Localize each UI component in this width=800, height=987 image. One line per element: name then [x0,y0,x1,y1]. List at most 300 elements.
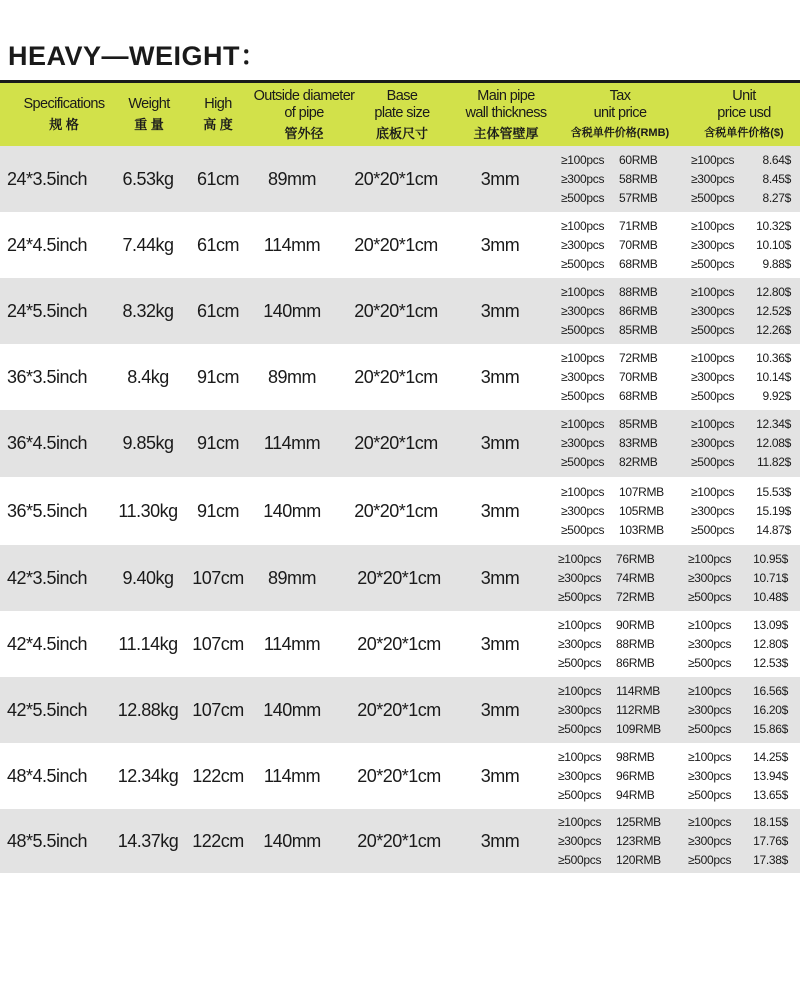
usd-price: 12.26$ [756,322,791,337]
price-tier [691,415,791,434]
quantity-tier: ≥300pcs [688,833,732,848]
rmb-price: 114RMB [616,683,660,698]
rmb-price: 105RMB [619,503,664,518]
usd-price-list [691,146,791,212]
usd-price-list [688,677,788,743]
header-en: Main pipe [477,87,535,104]
price-tier [561,483,671,502]
quantity-tier: ≥300pcs [561,237,605,252]
price-tier [691,434,791,453]
spec-cell: 42*4.5inch [7,633,88,654]
usd-price: 14.87$ [756,522,791,537]
spec-cell: 48*5.5inch [7,830,88,851]
quantity-tier: ≥500pcs [691,455,735,469]
price-tier [691,483,791,502]
quantity-tier: ≥100pcs [691,284,735,299]
header-en: Unit [732,87,756,104]
price-tier [691,283,791,302]
wall-thickness-cell: 3mm [480,300,520,321]
usd-price-list [688,809,788,873]
usd-price: 15.86$ [753,721,788,736]
header-en-2: unit price [593,104,647,121]
header-en: High [204,96,232,112]
usd-price: 18.15$ [753,814,788,829]
quantity-tier: ≥300pcs [691,237,735,252]
diameter-cell: 114mm [263,633,321,654]
usd-price: 17.76$ [753,833,788,848]
quantity-tier: ≥300pcs [558,702,602,717]
price-tier [558,813,668,832]
price-tier [691,502,791,521]
quantity-tier: ≥100pcs [561,350,605,365]
rmb-price: 109RMB [616,721,661,736]
quantity-tier: ≥500pcs [558,787,602,802]
rmb-price-list [561,344,671,410]
base-plate-cell: 20*20*1cm [354,168,438,189]
diameter-cell: 89mm [267,567,316,588]
usd-price-list [688,611,788,677]
price-tier [561,283,671,302]
quantity-tier: ≥500pcs [561,190,605,205]
quantity-tier: ≥100pcs [691,417,735,431]
base-plate-cell: 20*20*1cm [354,300,438,321]
rmb-price: 107RMB [619,484,664,499]
usd-price: 12.80$ [756,284,791,299]
price-tier [561,453,671,472]
base-plate-cell: 20*20*1cm [357,633,441,654]
price-tier [688,635,788,654]
quantity-tier: ≥100pcs [561,284,605,299]
price-tier [561,434,671,453]
usd-price: 8.45$ [762,171,791,186]
price-tier [691,302,791,321]
usd-price-list [688,743,788,809]
header-zh: 规 格 [49,117,79,132]
rmb-price-list [558,809,668,873]
usd-price: 9.88$ [762,256,791,271]
high-cell: 107cm [192,567,244,588]
rmb-price: 112RMB [616,702,660,717]
usd-price: 15.19$ [756,503,791,518]
diameter-cell: 89mm [267,366,316,387]
weight-cell: 12.34kg [117,765,179,786]
rmb-price: 88RMB [616,636,655,651]
usd-price: 14.25$ [753,749,788,764]
quantity-tier: ≥100pcs [688,617,732,632]
header-en: Outside diameter [253,87,355,104]
quantity-tier: ≥300pcs [691,171,735,186]
quantity-tier: ≥500pcs [688,655,732,670]
quantity-tier: ≥100pcs [691,152,735,167]
quantity-tier: ≥500pcs [691,388,735,403]
quantity-tier: ≥100pcs [688,551,732,566]
weight-cell: 11.14kg [118,633,178,654]
usd-price: 10.14$ [756,369,791,384]
rmb-price-list [561,146,671,212]
price-tier [691,189,791,208]
table-row [0,410,800,477]
quantity-tier: ≥500pcs [688,721,732,736]
rmb-price: 86RMB [619,303,658,318]
base-plate-cell: 20*20*1cm [357,567,441,588]
price-tier [561,502,671,521]
weight-cell: 7.44kg [122,234,174,255]
price-tier [561,368,671,387]
rmb-price-list [558,677,668,743]
quantity-tier: ≥100pcs [561,152,605,167]
rmb-price: 98RMB [616,749,655,764]
wall-thickness-cell: 3mm [480,567,520,588]
weight-cell: 9.85kg [122,433,174,453]
price-tier [688,767,788,786]
rmb-price: 60RMB [619,152,658,167]
usd-price: 10.10$ [756,237,791,252]
header-high [186,83,250,146]
header-en: Tax [609,87,631,104]
price-tier [688,851,788,870]
price-tier [688,550,788,569]
table-row [0,677,800,743]
table-row [0,146,800,212]
price-tier [558,616,668,635]
rmb-price: 71RMB [619,218,658,233]
price-tier [561,189,671,208]
rmb-price: 96RMB [616,768,655,783]
quantity-tier: ≥500pcs [558,589,602,604]
table-row [0,743,800,809]
header-en-2: plate size [374,104,430,121]
price-tier [688,813,788,832]
price-tier [558,654,668,673]
price-tier [561,349,671,368]
table-row [0,344,800,410]
quantity-tier: ≥500pcs [561,322,605,337]
header-specifications [0,83,128,146]
spec-cell: 36*3.5inch [7,366,88,387]
price-tier [691,151,791,170]
rmb-price: 90RMB [616,617,655,632]
quantity-tier: ≥500pcs [558,721,602,736]
table-row [0,477,800,545]
table-row [0,212,800,278]
price-tier [691,236,791,255]
header-tax-unit-price [560,83,680,146]
quantity-tier: ≥300pcs [561,369,605,384]
header-zh: 主体管壁厚 [473,125,539,141]
usd-price-list [688,545,788,611]
quantity-tier: ≥300pcs [561,171,605,186]
usd-price: 16.56$ [753,683,788,698]
quantity-tier: ≥500pcs [558,852,602,867]
rmb-price: 94RMB [616,787,655,802]
weight-cell: 11.30kg [118,500,178,521]
price-tier [558,588,668,607]
usd-price-list [691,212,791,278]
high-cell: 91cm [196,500,239,521]
quantity-tier: ≥100pcs [561,218,605,233]
quantity-tier: ≥500pcs [691,322,735,337]
usd-price-list [691,410,791,477]
diameter-cell: 114mm [263,433,321,453]
quantity-tier: ≥300pcs [691,503,735,518]
rmb-price: 86RMB [616,655,655,670]
base-plate-cell: 20*20*1cm [357,830,441,851]
rmb-price: 82RMB [619,455,658,469]
quantity-tier: ≥300pcs [558,570,602,585]
usd-price: 9.92$ [762,388,791,403]
rmb-price: 125RMB [616,814,661,829]
usd-price: 13.94$ [753,768,788,783]
usd-price-list [691,344,791,410]
quantity-tier: ≥100pcs [561,484,605,499]
table-row [0,809,800,873]
price-tier [688,701,788,720]
price-tier [688,682,788,701]
quantity-tier: ≥500pcs [688,852,732,867]
price-tier [691,217,791,236]
base-plate-cell: 20*20*1cm [357,765,441,786]
price-tier [561,170,671,189]
quantity-tier: ≥100pcs [691,350,735,365]
quantity-tier: ≥300pcs [561,503,605,518]
rmb-price: 103RMB [619,522,664,537]
quantity-tier: ≥100pcs [558,814,602,829]
price-tier [561,236,671,255]
base-plate-cell: 20*20*1cm [357,699,441,720]
header-en-2: of pipe [284,104,324,121]
price-tier [558,748,668,767]
spec-cell: 42*5.5inch [7,699,88,720]
table-header [0,83,800,146]
quantity-tier: ≥500pcs [691,522,735,537]
usd-price: 12.52$ [756,303,791,318]
price-tier [558,786,668,805]
header-wall-thickness [456,83,556,146]
header-zh: 含税单件价格($) [704,126,784,139]
wall-thickness-cell: 3mm [480,830,520,851]
price-tier [561,521,671,540]
usd-price: 12.80$ [753,636,788,651]
usd-price: 10.71$ [753,570,788,585]
diameter-cell: 140mm [263,300,321,321]
high-cell: 91cm [196,433,239,453]
rmb-price: 72RMB [616,589,655,604]
rmb-price: 72RMB [619,350,658,365]
high-cell: 122cm [192,765,244,786]
header-outside-diameter [250,83,358,146]
quantity-tier: ≥300pcs [688,570,732,585]
wall-thickness-cell: 3mm [480,500,520,521]
header-zh: 重 量 [134,117,164,132]
price-tier [691,349,791,368]
price-tier [561,302,671,321]
rmb-price: 88RMB [619,284,658,299]
price-tier [558,569,668,588]
price-tier [561,321,671,340]
quantity-tier: ≥500pcs [561,388,605,403]
quantity-tier: ≥100pcs [558,749,602,764]
price-tier [561,387,671,406]
price-tier [688,720,788,739]
base-plate-cell: 20*20*1cm [354,234,438,255]
usd-price: 16.20$ [753,702,788,717]
diameter-cell: 140mm [263,699,321,720]
high-cell: 61cm [196,168,239,189]
rmb-price-list [561,212,671,278]
quantity-tier: ≥300pcs [688,702,732,717]
rmb-price: 85RMB [619,322,658,337]
quantity-tier: ≥300pcs [561,436,605,450]
quantity-tier: ≥300pcs [558,768,602,783]
quantity-tier: ≥500pcs [561,522,605,537]
weight-cell: 6.53kg [122,168,174,189]
page-title: HEAVY—WEIGHT： [8,41,268,71]
price-tier [558,550,668,569]
quantity-tier: ≥300pcs [691,303,735,318]
quantity-tier: ≥100pcs [558,617,602,632]
price-tier [688,832,788,851]
quantity-tier: ≥500pcs [688,589,732,604]
spec-cell: 36*5.5inch [7,500,88,521]
quantity-tier: ≥100pcs [691,484,735,499]
header-base-plate [360,83,444,146]
spec-cell: 24*4.5inch [7,234,88,255]
weight-cell: 8.4kg [127,366,169,387]
diameter-cell: 140mm [263,830,321,851]
high-cell: 107cm [192,633,244,654]
usd-price: 10.48$ [753,589,788,604]
rmb-price-list [561,410,671,477]
header-zh: 高 度 [203,117,233,132]
price-tier [691,321,791,340]
spec-cell: 36*4.5inch [7,433,88,453]
wall-thickness-cell: 3mm [480,234,520,255]
header-zh: 底板尺寸 [375,125,428,141]
quantity-tier: ≥500pcs [561,256,605,271]
quantity-tier: ≥300pcs [691,436,735,450]
quantity-tier: ≥500pcs [561,455,605,469]
quantity-tier: ≥100pcs [688,814,732,829]
price-tier [691,368,791,387]
header-en: Weight [128,96,170,112]
price-tier [561,415,671,434]
rmb-price: 76RMB [616,551,655,566]
usd-price: 8.64$ [762,152,791,167]
table-row [0,611,800,677]
base-plate-cell: 20*20*1cm [354,500,438,521]
diameter-cell: 140mm [263,500,321,521]
wall-thickness-cell: 3mm [480,433,520,453]
rmb-price: 57RMB [619,190,658,205]
rmb-price: 68RMB [619,256,658,271]
diameter-cell: 114mm [263,234,321,255]
rmb-price-list [561,477,671,545]
rmb-price-list [558,611,668,677]
diameter-cell: 114mm [263,765,321,786]
table-row [0,545,800,611]
price-tier [691,521,791,540]
wall-thickness-cell: 3mm [480,633,520,654]
quantity-tier: ≥100pcs [688,683,732,698]
usd-price-list [691,477,791,545]
spec-cell: 24*5.5inch [7,300,88,321]
quantity-tier: ≥100pcs [691,218,735,233]
price-tier [558,701,668,720]
usd-price: 13.09$ [753,617,788,632]
rmb-price-list [561,278,671,344]
header-en: Base [386,87,418,104]
quantity-tier: ≥300pcs [558,833,602,848]
rmb-price: 85RMB [619,417,658,431]
price-tier [558,720,668,739]
rmb-price: 70RMB [619,237,658,252]
usd-price: 8.27$ [762,190,791,205]
quantity-tier: ≥500pcs [691,190,735,205]
quantity-tier: ≥300pcs [691,369,735,384]
weight-cell: 9.40kg [122,567,174,588]
price-tier [688,569,788,588]
weight-cell: 12.88kg [117,699,179,720]
header-zh: 管外径 [284,125,324,141]
quantity-tier: ≥300pcs [561,303,605,318]
price-tier [558,851,668,870]
price-tier [558,832,668,851]
wall-thickness-cell: 3mm [480,765,520,786]
high-cell: 107cm [192,699,244,720]
rmb-price: 120RMB [616,852,661,867]
usd-price: 10.36$ [756,350,791,365]
rmb-price: 83RMB [619,436,658,450]
price-tier [691,170,791,189]
header-en-2: price usd [717,104,771,121]
usd-price: 12.34$ [756,417,791,431]
price-tier [558,682,668,701]
price-tier [691,453,791,472]
quantity-tier: ≥100pcs [558,551,602,566]
base-plate-cell: 20*20*1cm [354,366,438,387]
usd-price: 12.08$ [756,436,791,450]
quantity-tier: ≥500pcs [558,655,602,670]
rmb-price: 123RMB [616,833,661,848]
high-cell: 61cm [196,300,239,321]
weight-cell: 8.32kg [122,300,174,321]
table-row [0,278,800,344]
usd-price: 13.65$ [753,787,788,802]
spec-cell: 24*3.5inch [7,168,88,189]
price-tier [561,151,671,170]
usd-price: 17.38$ [753,852,788,867]
high-cell: 122cm [192,830,244,851]
header-en-2: wall thickness [465,104,547,121]
high-cell: 91cm [196,366,239,387]
quantity-tier: ≥300pcs [558,636,602,651]
rmb-price-list [558,545,668,611]
usd-price: 10.95$ [753,551,788,566]
weight-cell: 14.37kg [117,830,179,851]
usd-price: 10.32$ [756,218,791,233]
price-tier [688,748,788,767]
quantity-tier: ≥100pcs [558,683,602,698]
rmb-price-list [558,743,668,809]
quantity-tier: ≥300pcs [688,636,732,651]
quantity-tier: ≥500pcs [688,787,732,802]
quantity-tier: ≥100pcs [561,417,605,431]
base-plate-cell: 20*20*1cm [354,433,438,453]
wall-thickness-cell: 3mm [480,366,520,387]
rmb-price: 74RMB [616,570,655,585]
wall-thickness-cell: 3mm [480,168,520,189]
high-cell: 61cm [196,234,239,255]
